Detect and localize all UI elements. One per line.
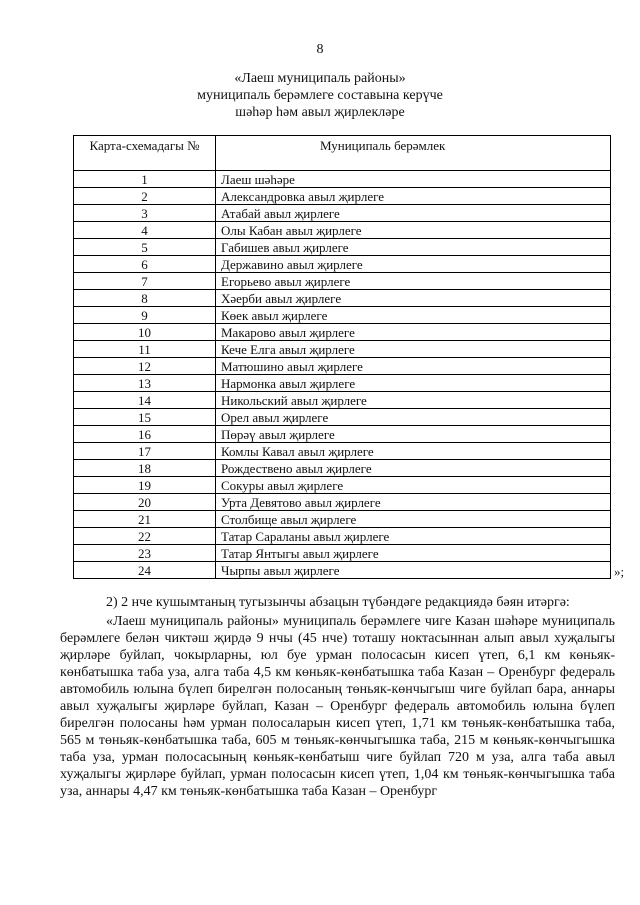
- row-municipality-name: Матюшино авыл җирлеге: [216, 358, 611, 375]
- row-number: 4: [74, 222, 216, 239]
- row-municipality-name: Көек авыл җирлеге: [216, 307, 611, 324]
- title-line-2: муниципаль берәмлеге составына керүче: [197, 88, 443, 103]
- row-number: 20: [74, 494, 216, 511]
- table-body: [74, 171, 611, 579]
- row-municipality-name: Олы Кабан авыл җирлеге: [216, 222, 611, 239]
- table-row: [74, 477, 611, 494]
- table-row: [74, 307, 611, 324]
- row-number: 19: [74, 477, 216, 494]
- table-row: [74, 324, 611, 341]
- row-municipality-name: Александровка авыл җирлеге: [216, 188, 611, 205]
- document-title: [0, 70, 640, 121]
- row-municipality-name: Татар Янтыгы авыл җирлеге: [216, 545, 611, 562]
- row-number: 22: [74, 528, 216, 545]
- table-row: [74, 528, 611, 545]
- header-municipality: Муниципаль берәмлек: [216, 136, 611, 171]
- table-row: [74, 171, 611, 188]
- row-number: 13: [74, 375, 216, 392]
- row-number: 10: [74, 324, 216, 341]
- table-row: [74, 341, 611, 358]
- row-municipality-name: Егорьево авыл җирлеге: [216, 273, 611, 290]
- row-number: 11: [74, 341, 216, 358]
- row-municipality-name: Никольский авыл җирлеге: [216, 392, 611, 409]
- row-number: 14: [74, 392, 216, 409]
- row-municipality-name: Рождествено авыл җирлеге: [216, 460, 611, 477]
- row-municipality-name: Макарово авыл җирлеге: [216, 324, 611, 341]
- table-row: [74, 562, 611, 579]
- row-number: 6: [74, 256, 216, 273]
- row-municipality-name: Пөрәү авыл җирлеге: [216, 426, 611, 443]
- row-number: 16: [74, 426, 216, 443]
- row-municipality-name: Кече Елга авыл җирлеге: [216, 341, 611, 358]
- row-municipality-name: Державино авыл җирлеге: [216, 256, 611, 273]
- row-municipality-name: Комлы Кавал авыл җирлеге: [216, 443, 611, 460]
- row-number: 24: [74, 562, 216, 579]
- row-number: 9: [74, 307, 216, 324]
- closing-quote: »;: [614, 564, 625, 579]
- table-row: [74, 511, 611, 528]
- table-row: [74, 545, 611, 562]
- table-row: [74, 290, 611, 307]
- row-municipality-name: Нармонка авыл җирлеге: [216, 375, 611, 392]
- table-row: [74, 358, 611, 375]
- table-row: [74, 256, 611, 273]
- body-text: [60, 594, 615, 800]
- table-header-row: [74, 136, 611, 171]
- table-row: [74, 188, 611, 205]
- row-number: 12: [74, 358, 216, 375]
- row-number: 15: [74, 409, 216, 426]
- table-row: [74, 375, 611, 392]
- row-number: 18: [74, 460, 216, 477]
- page-number: 8: [316, 42, 324, 57]
- row-municipality-name: Урта Девятово авыл җирлеге: [216, 494, 611, 511]
- row-number: 8: [74, 290, 216, 307]
- table-row: [74, 392, 611, 409]
- table-row: [74, 273, 611, 290]
- table-row: [74, 239, 611, 256]
- row-municipality-name: Габишев авыл җирлеге: [216, 239, 611, 256]
- table-row: [74, 409, 611, 426]
- table-row: [74, 222, 611, 239]
- table-row: [74, 205, 611, 222]
- title-line-1: «Лаеш муниципаль районы»: [234, 71, 406, 86]
- row-municipality-name: Лаеш шәһәре: [216, 171, 611, 188]
- municipalities-table: [73, 135, 611, 579]
- row-number: 5: [74, 239, 216, 256]
- row-number: 23: [74, 545, 216, 562]
- row-municipality-name: Столбище авыл җирлеге: [216, 511, 611, 528]
- paragraph-boundary-description: «Лаеш муниципаль районы» муниципаль берәмлеге чиге Казан шәһәре муниципаль берәмлеге белән чиктәш җирдә 9 нчы (45 нче) тоташу ноктасыннан алып авыл хуҗалыгы җирләре буйлап, чокырларны, юл буе урман полосасын кисеп үтеп, 6,1 км көньяк-көнбатышка таба уза, алга таба 4,5 км көньяк-көнбатышка таба Казан – Оренбург федераль автомобиль юлына бүлеп бирелгән полосаның төньяк-көнчыгыш чиге буйлап бара, аннары авыл хуҗалыгы җирләре буйлап, Казан – Оренбург федераль автомобиль юлына бүлеп бирелгән полосаны һәм урман полосаларын кисеп үтеп, 1,71 км төньяк-көнбатышка таба, 565 м төньяк-көнбатышка таба, 605 м төньяк-көнчыгышка таба, 215 м көньяк-көнчыгышка таба уза, урман полосасының көньяк-көнбатыш чиге буйлап 720 м уза, алга таба авыл хуҗалыгы җирләре буйлап, урман полосасын кисеп үтеп, 1,04 км төньяк-көнчыгышка таба уза, аннары 4,47 км төньяк-көнбатышка таба Казан – Оренбург: [60, 614, 615, 799]
- row-municipality-name: Орел авыл җирлеге: [216, 409, 611, 426]
- header-map-number: Карта-схемадагы №: [74, 136, 216, 171]
- table-row: [74, 426, 611, 443]
- row-municipality-name: Атабай авыл җирлеге: [216, 205, 611, 222]
- row-number: 7: [74, 273, 216, 290]
- paragraph-amendment: 2) 2 нче кушымтаның тугызынчы абзацын түбәндәге редакциядә бәян итәргә:: [106, 595, 570, 610]
- row-number: 21: [74, 511, 216, 528]
- table-row: [74, 494, 611, 511]
- row-number: 1: [74, 171, 216, 188]
- row-municipality-name: Татар Сараланы авыл җирлеге: [216, 528, 611, 545]
- table-row: [74, 443, 611, 460]
- row-municipality-name: Сокуры авыл җирлеге: [216, 477, 611, 494]
- row-number: 2: [74, 188, 216, 205]
- row-number: 17: [74, 443, 216, 460]
- title-line-3: шәһәр һәм авыл җирлекләре: [235, 105, 405, 120]
- row-municipality-name: Хәерби авыл җирлеге: [216, 290, 611, 307]
- row-municipality-name: Чырпы авыл җирлеге: [216, 562, 611, 579]
- row-number: 3: [74, 205, 216, 222]
- table-row: [74, 460, 611, 477]
